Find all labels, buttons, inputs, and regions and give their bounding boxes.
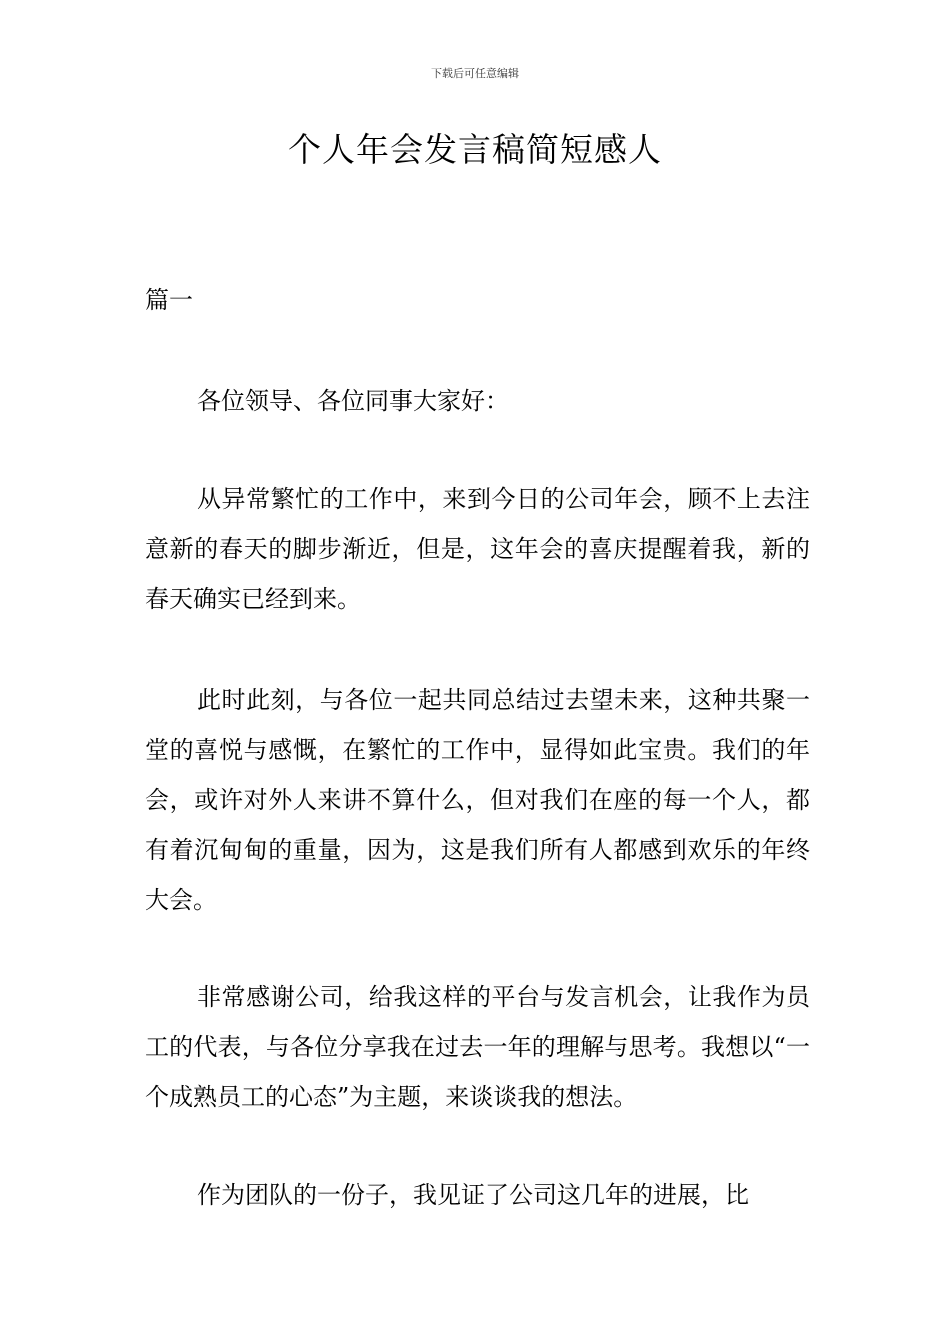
paragraph-thanks: 非常感谢公司，给我这样的平台与发言机会，让我作为员工的代表，与各位分享我在过去一年的理解与思考。我想以“一个成熟员工的心态”为主题，来谈谈我的想法。 xyxy=(145,983,810,1111)
paragraph-intro: 从异常繁忙的工作中，来到今日的公司年会，顾不上去注意新的春天的脚步渐近，但是，这年会的喜庆提醒着我，新的春天确实已经到来。 xyxy=(145,485,810,613)
paragraph-greeting: 各位领导、各位同事大家好： xyxy=(197,387,509,415)
section-label: 篇一 xyxy=(145,286,193,314)
paragraph-team: 作为团队的一份子，我见证了公司这几年的进展，比 xyxy=(197,1181,749,1209)
paragraph-reflection: 此时此刻，与各位一起共同总结过去望未来，这种共聚一堂的喜悦与感慨，在繁忙的工作中，显得如此宝贵。我们的年会，或许对外人来讲不算什么，但对我们在座的每一个人，都有着沉甸甸的重量，因为，这是我们所有人都感到欢乐的年终大会。 xyxy=(145,686,810,914)
document-title: 个人年会发言稿简短感人 xyxy=(288,130,662,169)
header-note: 下载后可任意编辑 xyxy=(431,67,519,80)
